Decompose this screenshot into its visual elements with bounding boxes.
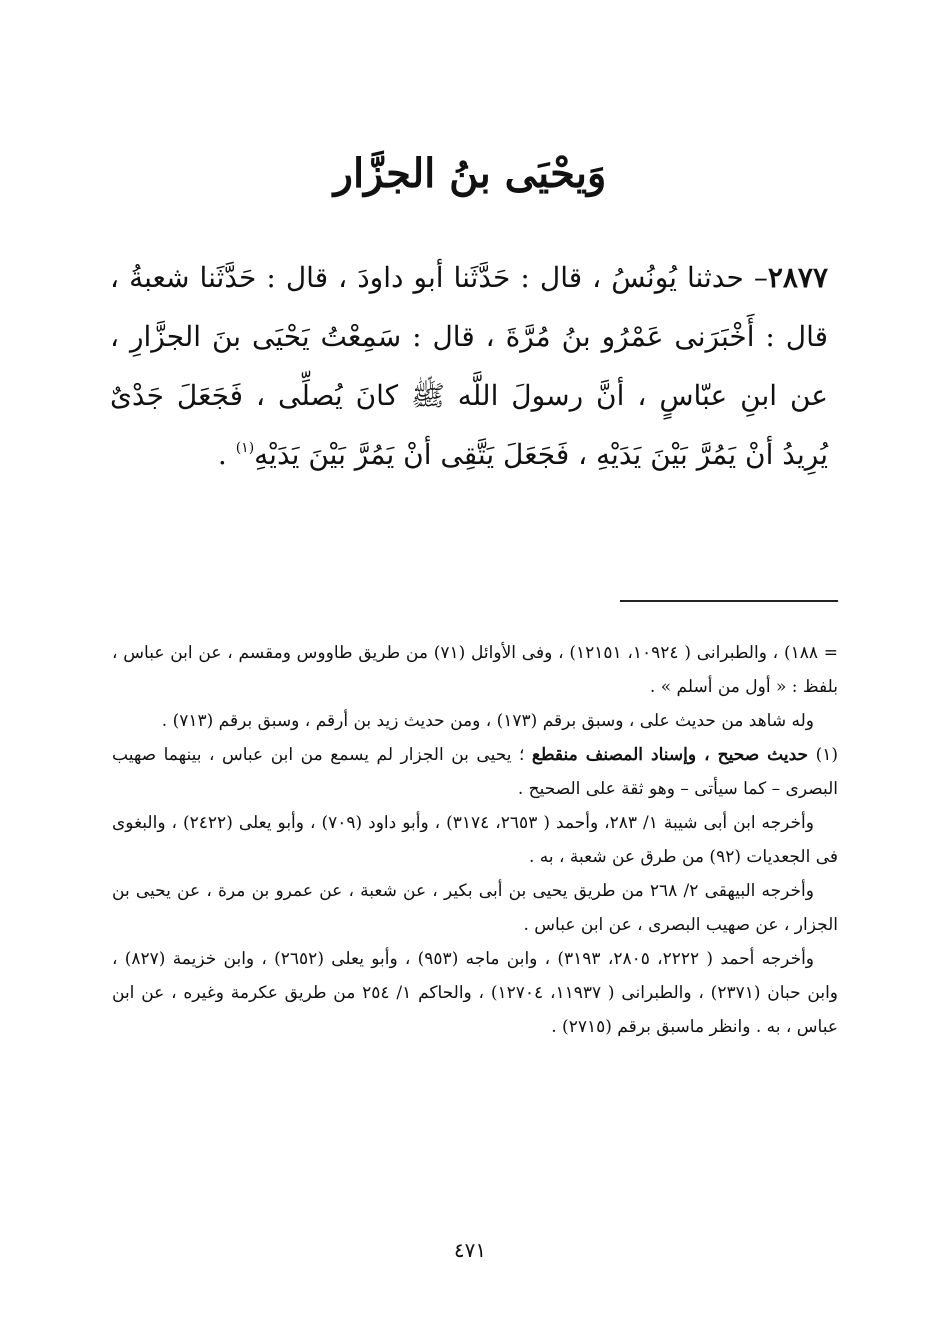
footnote-paragraph: وأخرجه البيهقى ٢/ ٢٦٨ من طريق يحيى بن أبى بكير ، عن شعبة ، عن عمرو بن مرة ، عن يحيى بن الجزار ، عن صهيب البصرى ، عن ابن عباس .: [112, 881, 838, 935]
footnote-1: [112, 738, 838, 806]
footnote-grading: حديث صحيح ، وإسناد المصنف منقطع: [531, 745, 809, 765]
hadith-body: [110, 248, 828, 484]
footnote-paragraph: وأخرجه أحمد ( ٢٢٢٢، ٢٨٠٥، ٣١٩٣) ، وابن ماجه (٩٥٣) ، وأبو يعلى (٢٦٥٢) ، وابن خزيمة (٨٢٧) ، وابن حبان (٢٣٧١) ، والطبرانى ( ١١٩٣٧، ١٢٧٠٤) ، والحاكم ١/ ٢٥٤ من طريق عكرمة وغيره ، عن ابن عباس ، به . وانظر ماسبق برقم (٢٧١٥) .: [112, 949, 839, 1037]
hadith-text: – حدثنا يُونُسُ ، قال : حَدَّثَنا أبو داودَ ، قال : حَدَّثَنا شعبةُ ، قال : أَخْبَرَنى عَمْرُو بنُ مُرَّةَ ، قال : سَمِعْتُ يَحْيَى بنَ الجزَّارِ ، عن ابنِ عبّاسٍ ، أنَّ رسولَ اللَّه ﷺ كانَ يُصلِّى ، فَجَعَلَ جَدْىٌ يُرِيدُ أنْ يَمُرَّ بَيْنَ يَدَيْهِ ، فَجَعَلَ يَتَّقِى أنْ يَمُرَّ بَيْنَ يَدَيْهِ: [110, 261, 828, 471]
page-number: ٤٧١: [453, 1238, 487, 1262]
footnote-paragraph: وأخرجه ابن أبى شيبة ١/ ٢٨٣، وأحمد ( ٢٦٥٣، ٣١٧٤) ، وأبو داود (٧٠٩) ، وأبو يعلى (٢٤٢٢) ، والبغوى فى الجعديات (٩٢) من طرق عن شعبة ، به .: [112, 813, 838, 867]
footnote-label: (١): [808, 745, 838, 765]
footnotes-section: [112, 636, 838, 1044]
footnote-reference: (١): [235, 440, 255, 456]
hadith-end: .: [217, 438, 236, 471]
hadith-number: ٢٨٧٧: [767, 261, 828, 294]
section-heading: وَيحْيَى بنُ الجزَّار: [333, 150, 607, 197]
footnote-text: ؛ يحيى بن الجزار لم يسمع من ابن عباس ، بينهما صهيب البصرى – كما سيأتى – وهو ثقة على الصحيح .: [112, 745, 838, 799]
footnote-paragraph: وله شاهد من حديث على ، وسبق برقم (١٧٣) ، ومن حديث زيد بن أرقم ، وسبق برقم (٧١٣) .: [161, 711, 814, 731]
footnote-continuation: = ١٨٨) ، والطبرانى ( ١٠٩٢٤، ١٢١٥١) ، وفى الأوائل (٧١) من طريق طاووس ومقسم ، عن ابن عباس ، بلفظ : « أول من أسلم » .: [112, 643, 838, 697]
footnote-divider: [620, 600, 838, 602]
